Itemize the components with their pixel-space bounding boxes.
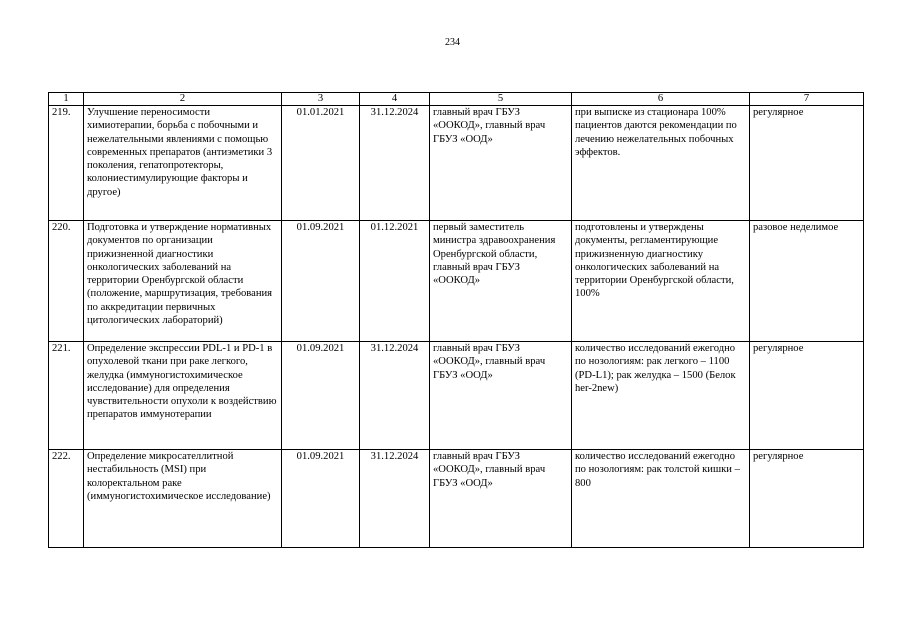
- expected-result: при выписке из стационара 100% пациентов даются рекомендации по лечению нежелательных побочных эффектов.: [572, 106, 750, 221]
- expected-result: количество исследований ежегодно по нозологиям: рак толстой кишки – 800: [572, 450, 750, 548]
- table-row: [49, 221, 864, 342]
- start-date: 01.09.2021: [282, 342, 360, 450]
- column-header: 3: [282, 93, 360, 106]
- responsible-person: главный врач ГБУЗ «ООКОД», главный врач ГБУЗ «ООД»: [430, 342, 572, 450]
- activity-description: Улучшение переносимости химиотерапии, борьба с побочными и нежелательными явлениями с помощью современных препаратов (антиэметики 3 поколения, гепатопротекторы, колониестимулирующие факторы и другое): [84, 106, 282, 221]
- end-date: 01.12.2021: [360, 221, 430, 342]
- end-date: 31.12.2024: [360, 450, 430, 548]
- activity-description: Подготовка и утверждение нормативных документов по организации прижизненной диагностики онкологических заболеваний на территории Оренбургской области (положение, маршрутизация, требования по аккредитации первичных цитологических лабораторий): [84, 221, 282, 342]
- column-header: 1: [49, 93, 84, 106]
- table-row: [49, 342, 864, 450]
- activities-table: [48, 92, 864, 548]
- activity-type: разовое неделимое: [750, 221, 864, 342]
- responsible-person: главный врач ГБУЗ «ООКОД», главный врач ГБУЗ «ООД»: [430, 450, 572, 548]
- end-date: 31.12.2024: [360, 342, 430, 450]
- row-number: 222.: [49, 450, 84, 548]
- responsible-person: первый заместитель министра здравоохранения Оренбургской области, главный врач ГБУЗ «ООКОД»: [430, 221, 572, 342]
- end-date: 31.12.2024: [360, 106, 430, 221]
- start-date: 01.09.2021: [282, 450, 360, 548]
- expected-result: количество исследований ежегодно по нозологиям: рак легкого – 1100 (PD-L1); рак желудка – 1500 (Белок her-2new): [572, 342, 750, 450]
- table-row: [49, 106, 864, 221]
- start-date: 01.09.2021: [282, 221, 360, 342]
- activity-type: регулярное: [750, 342, 864, 450]
- column-header: 6: [572, 93, 750, 106]
- row-number: 219.: [49, 106, 84, 221]
- expected-result: подготовлены и утверждены документы, регламентирующие прижизненную диагностику онкологических заболеваний на территории Оренбургской области, 100%: [572, 221, 750, 342]
- start-date: 01.01.2021: [282, 106, 360, 221]
- activity-description: Определение микросателлитной нестабильность (MSI) при колоректальном раке (иммуногистохимическое исследование): [84, 450, 282, 548]
- page-number: 234: [445, 37, 460, 48]
- column-header: 5: [430, 93, 572, 106]
- table-row: [49, 450, 864, 548]
- row-number: 220.: [49, 221, 84, 342]
- activity-type: регулярное: [750, 450, 864, 548]
- column-header: 2: [84, 93, 282, 106]
- column-numbers-row: [49, 93, 864, 106]
- activity-description: Определение экспрессии PDL-1 и PD-1 в опухолевой ткани при раке легкого, желудка (иммуногистохимическое исследование) для определения чувствительности опухоли к воздействию препаратов иммунотерапии: [84, 342, 282, 450]
- activity-type: регулярное: [750, 106, 864, 221]
- column-header: 7: [750, 93, 864, 106]
- row-number: 221.: [49, 342, 84, 450]
- responsible-person: главный врач ГБУЗ «ООКОД», главный врач ГБУЗ «ООД»: [430, 106, 572, 221]
- column-header: 4: [360, 93, 430, 106]
